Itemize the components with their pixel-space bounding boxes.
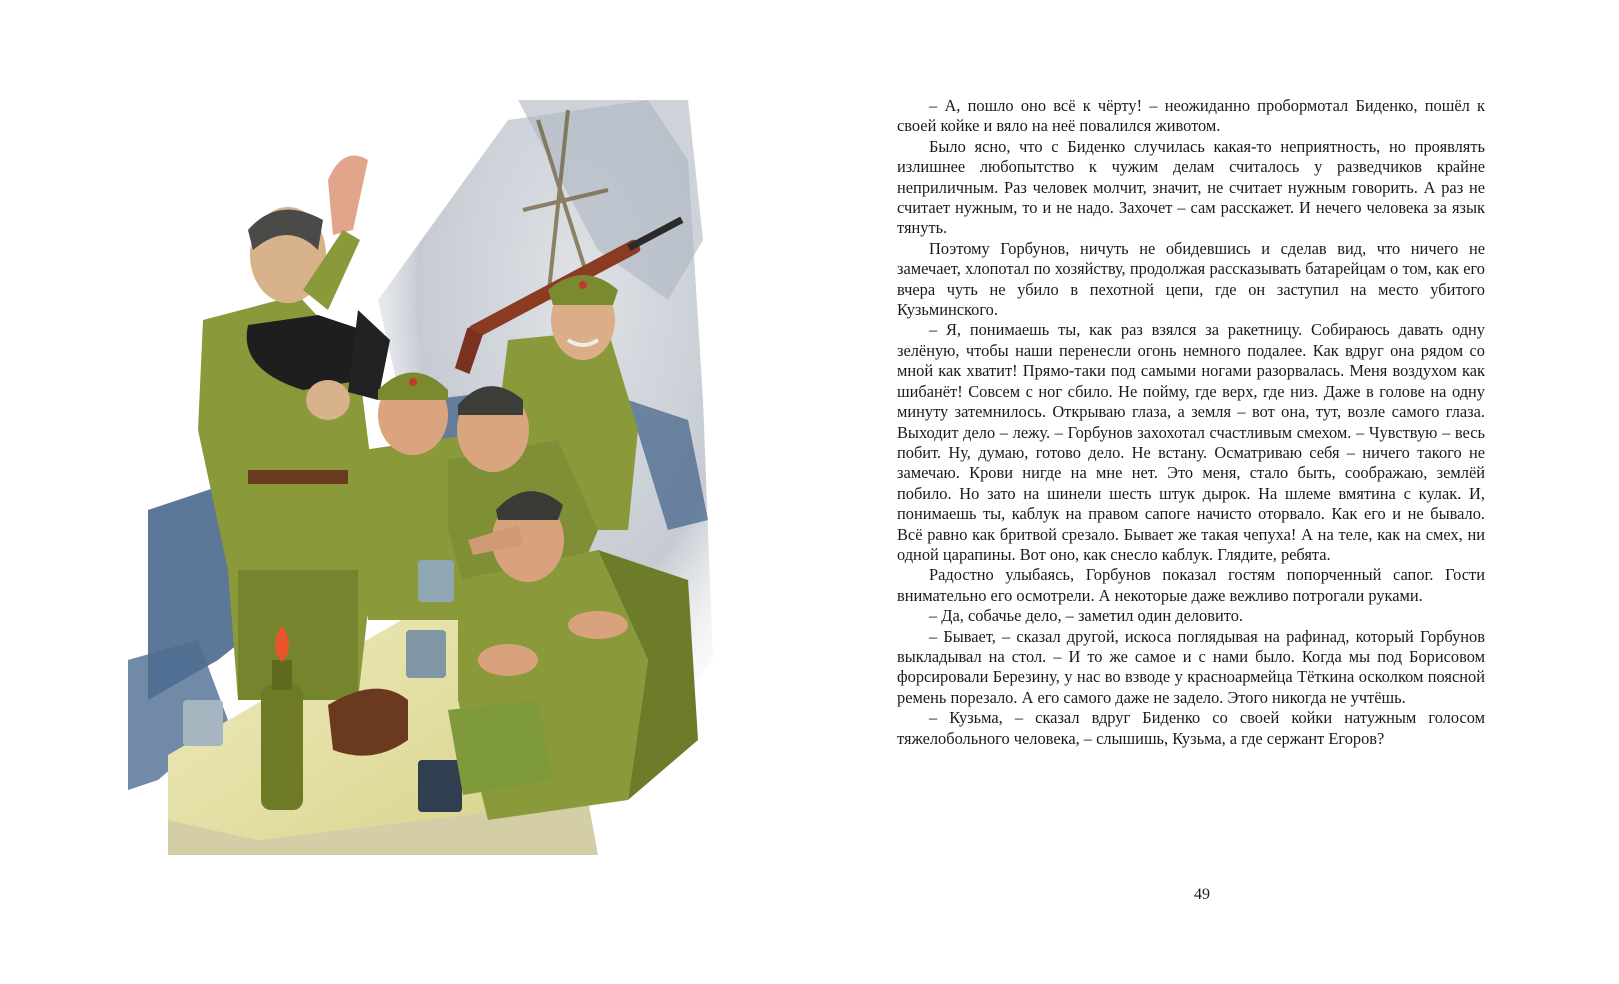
mess-tin bbox=[448, 700, 553, 795]
page-number: 49 bbox=[1194, 886, 1210, 903]
paragraph: – Бывает, – сказал другой, искоса поглядывая на рафинад, который Горбунов выкладывал на стол. – И то же самое и с нами было. Когда мы под Борисовом форсировали Березину, у нас во взводе у красноармейца Тёткина осколком поясной ремень порезало. А его самого даже не задело. Этого никогда не учтёшь. bbox=[897, 626, 1485, 707]
soldiers-illustration bbox=[128, 100, 713, 855]
paragraph: – Кузьма, – сказал вдруг Биденко со своей койки натужным голосом тяжелобольного человека, – слышишь, Кузьма, а где сержант Егоров? bbox=[897, 708, 1485, 748]
page-text bbox=[897, 96, 1485, 749]
paragraph: – Я, понимаешь ты, как раз взялся за ракетницу. Собираюсь давать одну зелёную, чтобы наши перенесли огонь немного подалее. Как вдруг она рядом со мной как хватит! Прямо-таки под самыми ногами разорвалась. Меня воздухом как шибанёт! Совсем с ног сбило. Не пойму, где верх, где низ. Даже в голове на одну минуту затемнилось. Открываю глаза, а земля – вот она, тут, возле самого глаза. Выходит дело – лежу. – Горбунов захохотал счастливым смехом. – Чувствую – весь побит. Ну, думаю, готово дело. Не встану. Осматриваю себя – ничего такого не замечаю. Крови нигде на мне нет. Это меня, стало быть, соображаю, землёй побило. Но зато на шинели шесть штук дырок. На шлеме вмятина с кулак. И, понимаешь ты, каблук на правом сапоге начисто оторвало. Как его и не бывало. Всё равно как бритвой срезало. Бывает же такая чепуха! А на теле, как на смех, ни одной царапины. Вот оно, как снесло каблук. Глядите, ребята. bbox=[897, 320, 1485, 564]
paragraph: Было ясно, что с Биденко случилась какая-то неприятность, но проявлять излишнее любопытство к чужим делам считалось у разведчиков крайне неприличным. Раз человек молчит, значит, не считает нужным говорить. А раз не считает нужным, то и не надо. Захочет – сам расскажет. И нечего человека за язык тянуть. bbox=[897, 136, 1485, 238]
paragraph: – А, пошло оно всё к чёрту! – неожиданно пробормотал Биденко, пошёл к своей койке и вяло на неё повалился животом. bbox=[897, 96, 1485, 136]
paragraph: – Да, собачье дело, – заметил один деловито. bbox=[929, 606, 1243, 626]
paragraph: Поэтому Горбунов, ничуть не обидевшись и сделав вид, что ничего не замечает, хлопотал по хозяйству, продолжая рассказывать батарейцам о том, как его вчера чуть не убило в пехотной цепи, где он заступил на место убитого Кузьминского. bbox=[897, 238, 1485, 320]
bread bbox=[328, 689, 408, 756]
paragraph: Радостно улыбаясь, Горбунов показал гостям попорченный сапог. Гости внимательно его осмотрели. А некоторые даже вежливо потрогали руками. bbox=[897, 565, 1485, 605]
